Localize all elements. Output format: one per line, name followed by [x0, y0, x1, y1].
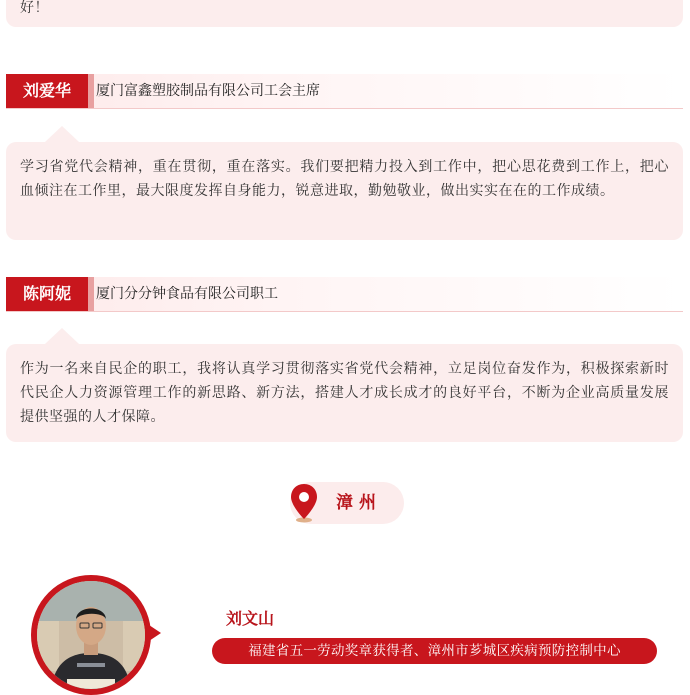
location-pin-icon	[288, 482, 320, 524]
quote-card-1	[6, 142, 683, 240]
card-pointer	[45, 328, 79, 344]
city-section-header	[290, 482, 404, 524]
city-name: 漳州	[336, 493, 382, 513]
avatar-photo	[37, 581, 145, 689]
quote-text: 学习省党代会精神，重在贯彻，重在落实。我们要把精力投入到工作中，把心思花费到工作上，把心血倾注在工作里，最大限度发挥自身能力，锐意进取，勤勉敬业，做出实实在在的工作成绩。	[20, 159, 669, 199]
name-tag: 刘爱华	[6, 74, 88, 108]
profile-title-badge: 福建省五一劳动奖章获得者、漳州市芗城区疾病预防控制中心	[212, 638, 657, 664]
avatar	[31, 575, 151, 695]
role-text: 厦门富鑫塑胶制品有限公司工会主席	[96, 83, 320, 99]
name-bar-1	[6, 74, 683, 109]
card-pointer	[45, 126, 79, 142]
top-quote-card	[6, 0, 683, 27]
top-quote-text: 好！	[20, 0, 49, 16]
name-bar-2	[6, 277, 683, 312]
profile-name: 刘文山	[226, 609, 275, 628]
person-photo-icon	[37, 581, 145, 689]
quote-card-2	[6, 344, 683, 442]
name-tag: 陈阿妮	[6, 277, 88, 311]
quote-text: 作为一名来自民企的职工，我将认真学习贯彻落实省党代会精神，立足岗位奋发作为，积极探索新时代民企人力资源管理工作的新思路、新方法，搭建人才成长成才的良好平台，不断为企业高质量发展提供坚强的人才保障。	[20, 361, 669, 425]
role-text: 厦门分分钟食品有限公司职工	[96, 286, 278, 302]
